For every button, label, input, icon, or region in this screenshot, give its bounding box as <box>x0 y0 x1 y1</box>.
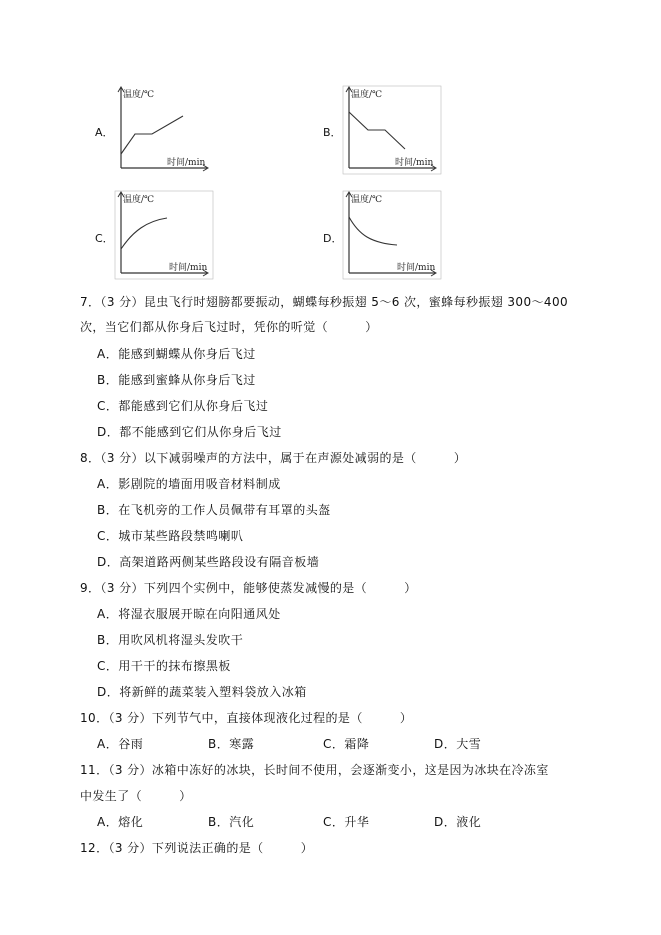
graph-c-letter: C． <box>95 232 114 245</box>
q9-option-d[interactable]: D．将新鲜的蔬菜装入塑料袋放入冰箱 <box>97 685 307 699</box>
q10-option-b[interactable]: B．寒露 <box>208 737 255 751</box>
q11-stem-line2: 中发生了（ ） <box>80 789 192 803</box>
q10-option-a[interactable]: A．谷雨 <box>97 737 144 751</box>
q8-option-b[interactable]: B．在飞机旁的工作人员佩带有耳罩的头盔 <box>97 503 331 517</box>
graph-c <box>115 191 215 281</box>
graph-a-ylabel: 温度/℃ <box>123 90 155 100</box>
graph-d-ylabel: 温度/℃ <box>351 195 383 205</box>
graph-a-xlabel: 时间/min <box>167 158 206 168</box>
graph-d-curve <box>349 217 397 245</box>
graph-b <box>343 86 443 176</box>
q8-option-d[interactable]: D．高架道路两侧某些路段设有隔音板墙 <box>97 555 320 569</box>
q7-stem-line2: 次，当它们都从你身后飞过时，凭你的听觉（ ） <box>80 320 378 334</box>
graph-c-ylabel: 温度/℃ <box>123 195 155 205</box>
q10-option-c[interactable]: C．霜降 <box>323 737 370 751</box>
graph-a <box>115 86 215 176</box>
q11-option-a[interactable]: A．熔化 <box>97 815 144 829</box>
q12-stem: 12．（3 分）下列说法正确的是（ ） <box>80 841 314 855</box>
q8-option-c[interactable]: C．城市某些路段禁鸣喇叭 <box>97 529 244 543</box>
q7-stem-line1: 7．（3 分）昆虫飞行时翅膀都要振动，蝴蝶每秒振翅 5～6 次，蜜蜂每秒振翅 300～400 <box>80 295 569 309</box>
q7-option-b[interactable]: B．能感到蜜蜂从你身后飞过 <box>97 373 256 387</box>
graph-b-xlabel: 时间/min <box>395 158 434 168</box>
q11-option-c[interactable]: C．升华 <box>323 815 370 829</box>
q9-option-c[interactable]: C．用干干的抹布擦黑板 <box>97 659 231 673</box>
q8-stem: 8．（3 分）以下减弱噪声的方法中，属于在声源处减弱的是（ ） <box>80 451 467 465</box>
q10-stem: 10．（3 分）下列节气中，直接体现液化过程的是（ ） <box>80 711 413 725</box>
q11-option-b[interactable]: B．汽化 <box>208 815 255 829</box>
graph-d-letter: D． <box>323 232 343 245</box>
q7-option-c[interactable]: C．都能感到它们从你身后飞过 <box>97 399 269 413</box>
graph-b-letter: B． <box>323 126 342 139</box>
q11-option-d[interactable]: D．液化 <box>434 815 482 829</box>
q8-option-a[interactable]: A．影剧院的墙面用吸音材料制成 <box>97 477 281 491</box>
graph-b-curve <box>349 112 405 149</box>
graph-a-curve <box>121 116 183 154</box>
q9-stem: 9．（3 分）下列四个实例中，能够使蒸发减慢的是（ ） <box>80 581 417 595</box>
graph-d-xlabel: 时间/min <box>397 263 436 273</box>
q7-option-d[interactable]: D．都不能感到它们从你身后飞过 <box>97 425 282 439</box>
graph-b-ylabel: 温度/℃ <box>351 90 383 100</box>
q7-option-a[interactable]: A．能感到蝴蝶从你身后飞过 <box>97 347 256 361</box>
graph-c-xlabel: 时间/min <box>169 263 208 273</box>
graph-a-letter: A． <box>95 126 114 139</box>
q11-stem-line1: 11．（3 分）冰箱中冻好的冰块，长时间不使用，会逐渐变小，这是因为冰块在冷冻室 <box>80 763 549 777</box>
q9-option-a[interactable]: A．将湿衣服展开晾在向阳通风处 <box>97 607 281 621</box>
q10-option-d[interactable]: D．大雪 <box>434 737 482 751</box>
graph-d <box>343 191 443 281</box>
q9-option-b[interactable]: B．用吹风机将湿头发吹干 <box>97 633 244 647</box>
graph-c-curve <box>121 218 167 249</box>
